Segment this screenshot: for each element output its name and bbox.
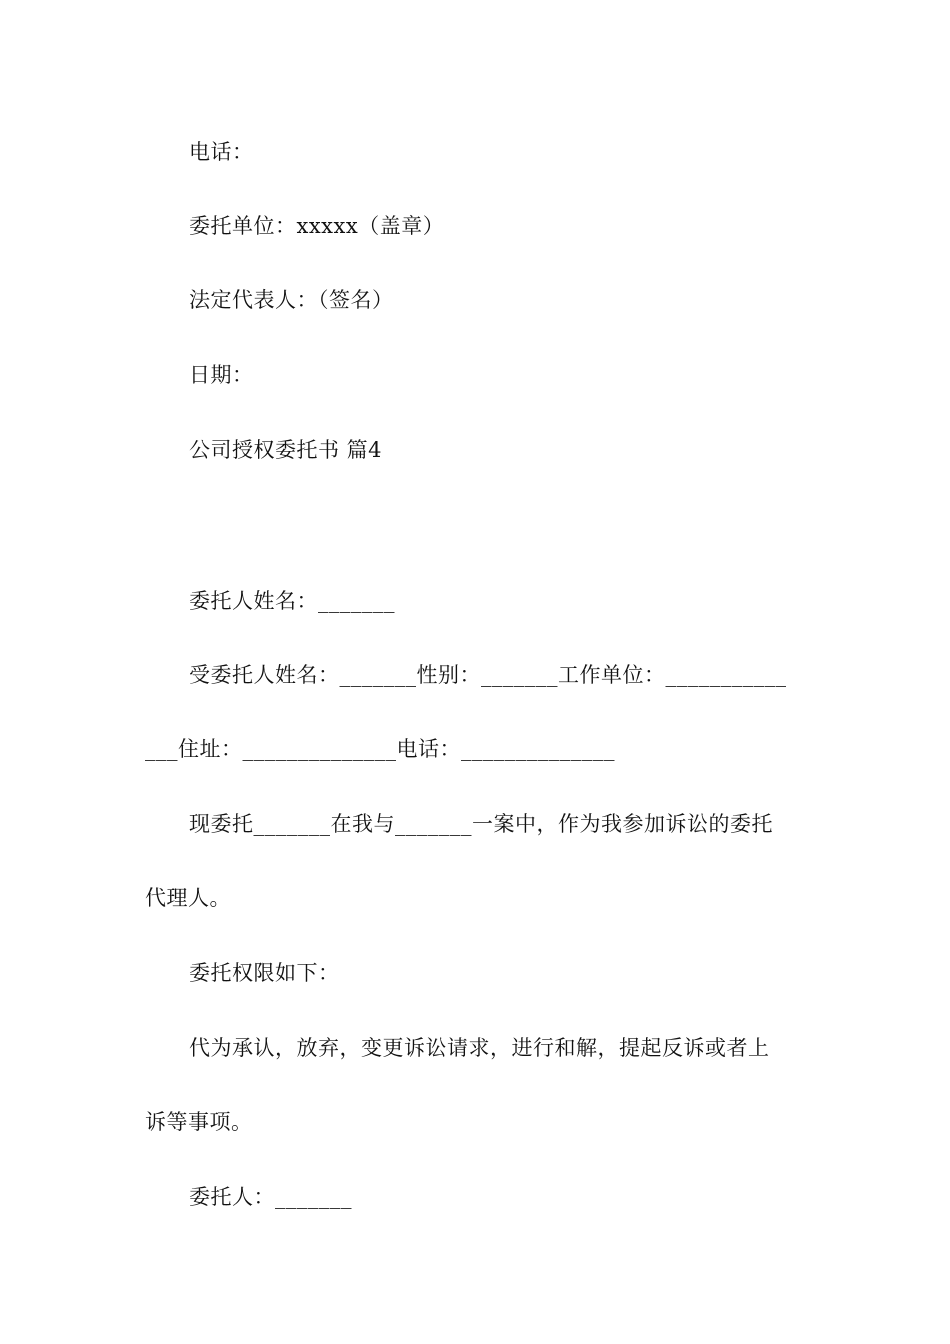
phone-line: 电话： xyxy=(189,140,254,164)
agent-info-line-2: ___住址：______________电话：______________ xyxy=(145,737,615,761)
entrustment-line-1: 现委托_______在我与_______一案中，作为我参加诉讼的委托 xyxy=(189,812,773,836)
agent-info-line-1: 受委托人姓名：_______性别：_______工作单位：___________ xyxy=(189,663,787,687)
client-signature-line: 委托人：_______ xyxy=(189,1185,352,1209)
legal-representative-line: 法定代表人：（签名） xyxy=(189,288,394,312)
date-line: 日期： xyxy=(189,363,254,387)
entrusting-unit-line: 委托单位：xxxxx（盖章） xyxy=(189,214,445,238)
authority-line-1: 代为承认，放弃，变更诉讼请求，进行和解，提起反诉或者上 xyxy=(189,1036,770,1060)
section-title: 公司授权委托书 篇4 xyxy=(189,438,383,462)
authority-line-2: 诉等事项。 xyxy=(145,1110,253,1134)
client-name-line: 委托人姓名：_______ xyxy=(189,589,395,613)
authority-heading: 委托权限如下： xyxy=(189,961,340,985)
entrustment-line-2: 代理人。 xyxy=(145,886,231,910)
